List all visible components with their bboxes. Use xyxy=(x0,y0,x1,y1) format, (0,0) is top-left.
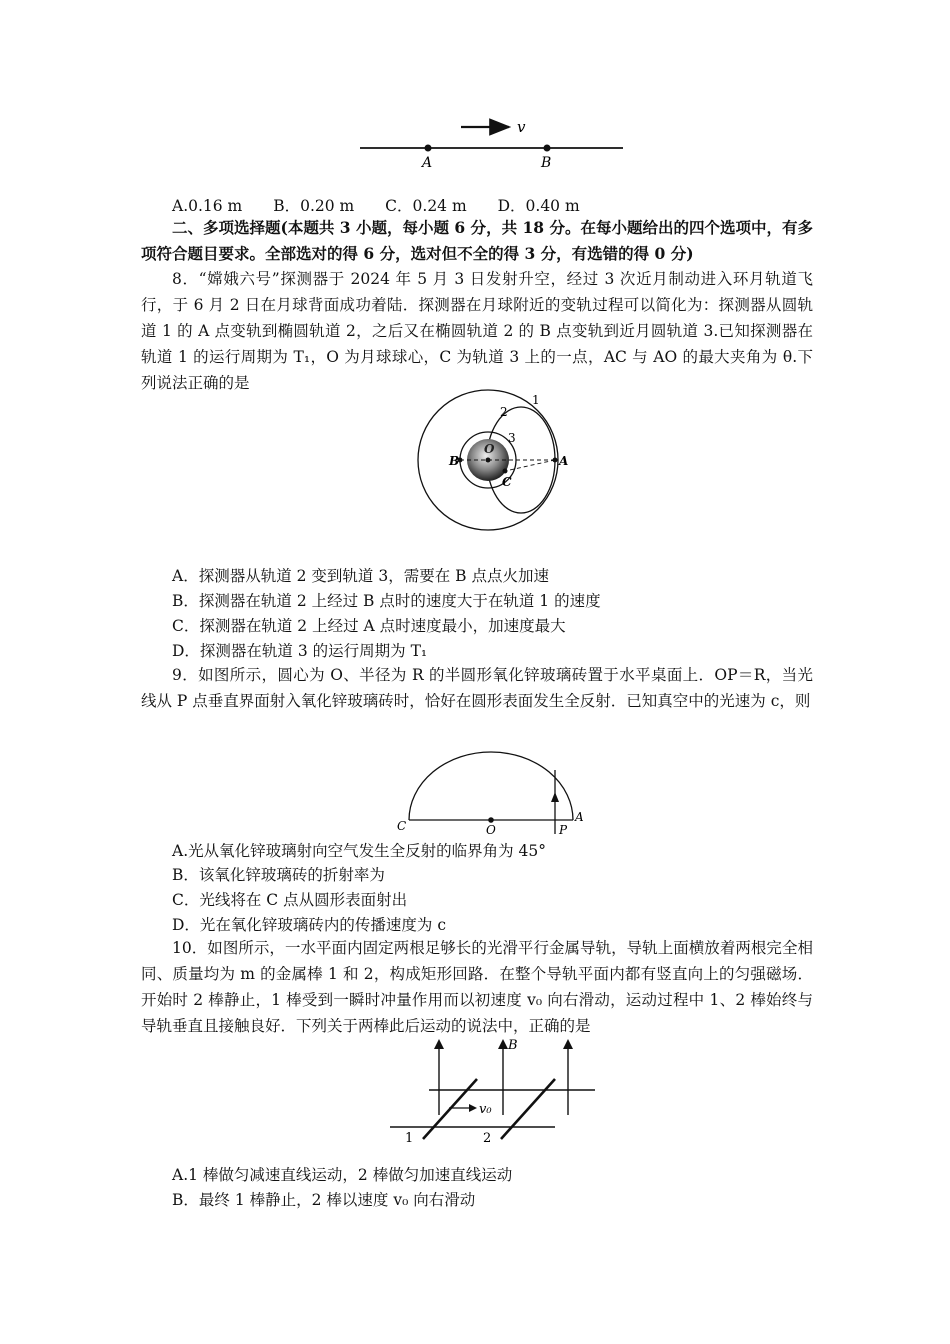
v0-arrowhead xyxy=(469,1104,477,1112)
field-label-b: B xyxy=(508,1038,518,1053)
semicircle-arc xyxy=(409,752,573,820)
q7-option-d: D．0.40 m xyxy=(497,197,580,215)
q7-option-a: A.0.16 m xyxy=(172,197,243,215)
label-p: P xyxy=(559,823,568,837)
label-c: C xyxy=(502,475,512,489)
label-c: C xyxy=(397,819,407,833)
q7-option-b: B．0.20 m xyxy=(273,197,355,215)
q8-option-a: A．探测器从轨道 2 变到轨道 3，需要在 B 点点火加速 xyxy=(172,567,549,585)
q7-options xyxy=(172,194,606,216)
point-b-dot xyxy=(544,145,551,152)
rod-2-label: 2 xyxy=(483,1131,492,1146)
label-o: O xyxy=(484,442,495,456)
point-a-label: A xyxy=(422,155,433,171)
rod-2 xyxy=(501,1079,555,1139)
point-b-label: B xyxy=(541,155,552,171)
q8-option-b: B．探测器在轨道 2 上经过 B 点时的速度大于在轨道 1 的速度 xyxy=(172,592,601,610)
line-ac xyxy=(505,460,555,471)
ray-arrowhead xyxy=(551,792,559,802)
center-o xyxy=(488,817,494,823)
velocity-label: v xyxy=(517,118,526,136)
label-b: B xyxy=(449,454,460,468)
q9-option-a: A.光从氧化锌玻璃射向空气发生全反射的临界角为 45° xyxy=(172,842,547,860)
orbit-1-label: 1 xyxy=(532,393,540,407)
q8-option-d: D．探测器在轨道 3 的运行周期为 T₁ xyxy=(172,642,428,660)
field-arrowhead-1 xyxy=(434,1039,444,1049)
point-a-dot xyxy=(425,145,432,152)
q9-stem: 9．如图所示，圆心为 O、半径为 R 的半圆形氧化锌玻璃砖置于水平桌面上．OP＝R，当光线从 P 点垂直界面射入氧化锌玻璃砖时，恰好在圆形表面发生全反射．已知真空中的光速为 c，则 xyxy=(141,666,813,710)
rod-1-label: 1 xyxy=(405,1131,414,1146)
orbit-3-label: 3 xyxy=(508,431,516,445)
q8-option-c: C．探测器在轨道 2 上经过 A 点时速度最小，加速度最大 xyxy=(172,617,566,635)
q10-stem: 10．如图所示，一水平面内固定两根足够长的光滑平行金属导轨，导轨上面横放着两根完全相同、质量均为 m 的金属棒 1 和 2，构成矩形回路．在整个导轨平面内都有竖直向上的匀强磁场．开始时 2 棒静止，1 棒受到一瞬时冲量作用而以初速度 v₀ 向右滑动，运动过程中 1、2 棒始终与导轨垂直且接触良好．下列关于两棒此后运动的说法中，正确的是 xyxy=(141,939,813,1035)
q7-option-c: C．0.24 m xyxy=(385,197,467,215)
q8-stem: 8．“嫦娥六号”探测器于 2024 年 5 月 3 日发射升空，经过 3 次近月制动进入环月轨道飞行，于 6 月 2 日在月球背面成功着陆．探测器在月球附近的变轨过程可以简化为：探测器从圆轨道 1 的 A 点变轨到椭圆轨道 2，之后又在椭圆轨道 2 的 B 点变轨到近月圆轨道 3.已知探测器在轨道 1 的运行周期为 T₁，O 为月球球心，C 为轨道 3 上的一点，AC 与 AO 的最大夹角为 θ.下列说法正确的是 xyxy=(141,270,813,392)
point-a xyxy=(553,458,558,463)
v0-label: v₀ xyxy=(479,1102,492,1117)
q10-option-b: B．最终 1 棒静止，2 棒以速度 v₀ 向右滑动 xyxy=(172,1191,476,1209)
label-o: O xyxy=(486,823,496,837)
figure-semicircle xyxy=(395,748,595,838)
point-o xyxy=(486,458,491,463)
orbit-2-label: 2 xyxy=(500,405,508,419)
section2-heading: 二、多项选择题(本题共 3 小题，每小题 6 分，共 18 分。在每小题给出的四个选项中，有多项符合题目要求。全部选对的得 6 分，选对但不全的得 3 分，有选错的得 0 分) xyxy=(141,218,813,263)
figure-ab-line xyxy=(355,112,630,172)
label-a: A xyxy=(559,454,569,468)
point-c xyxy=(503,469,508,474)
q10-option-a: A.1 棒做匀减速直线运动，2 棒做匀加速直线运动 xyxy=(172,1166,513,1184)
q9-option-b: B．该氧化锌玻璃砖的折射率为 xyxy=(172,866,385,884)
figure-orbits xyxy=(415,393,575,548)
rod-1 xyxy=(423,1079,477,1139)
q9-option-c: C．光线将在 C 点从圆形表面射出 xyxy=(172,891,408,909)
field-arrowhead-3 xyxy=(563,1039,573,1049)
q9-option-d: D．光在氧化锌玻璃砖内的传播速度为 c xyxy=(172,916,447,934)
label-a: A xyxy=(575,810,584,824)
field-arrowhead-2 xyxy=(498,1039,508,1049)
figure-rails xyxy=(385,1035,600,1150)
